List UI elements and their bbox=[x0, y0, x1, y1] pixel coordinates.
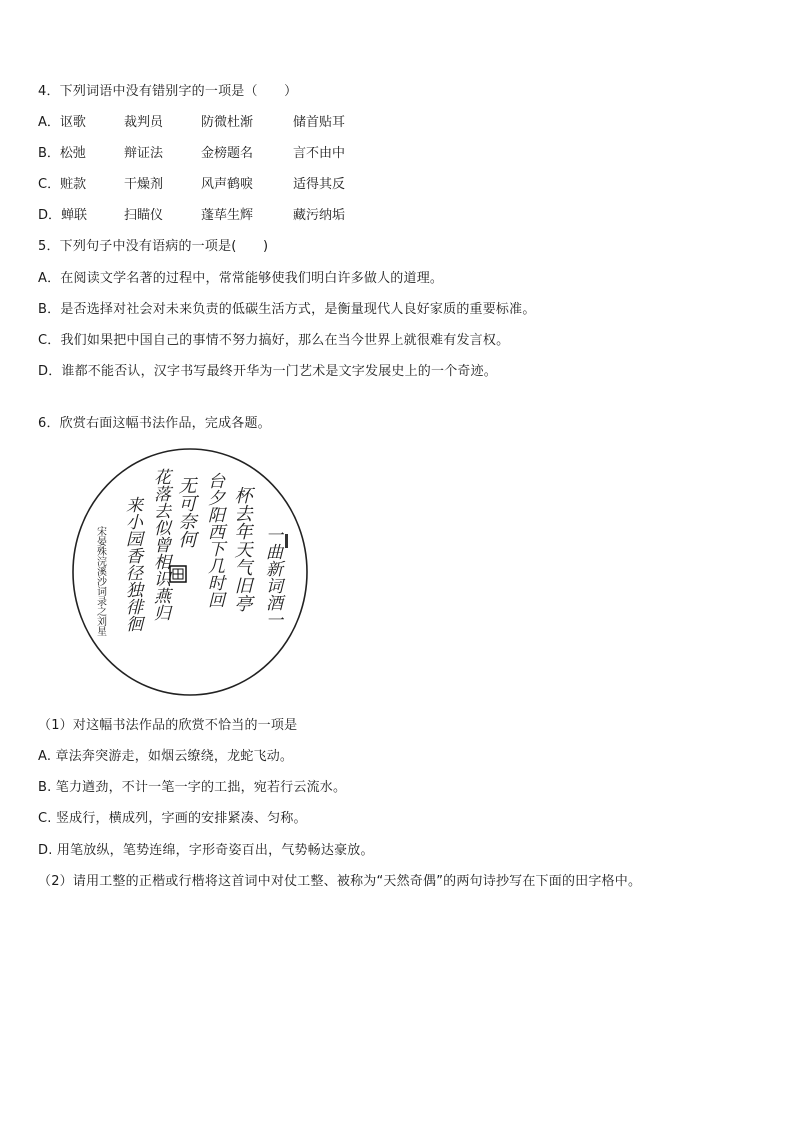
calligraphy-column-5: 花落去似曾相识燕归 bbox=[150, 468, 170, 621]
q4-c-word4: 适得其反 bbox=[293, 177, 346, 192]
calligraphy-circle-frame bbox=[70, 446, 310, 698]
q4-a-word3: 防微杜渐 bbox=[201, 115, 254, 130]
calligraphy-title-column: 一曲新词酒一 bbox=[262, 526, 282, 628]
q4-b-word1: B．松弛 bbox=[38, 146, 86, 161]
q4-a-word1: A．讴歌 bbox=[38, 115, 86, 130]
q6-sub1-option-a: A. 章法奔突游走，如烟云缭绕，龙蛇飞动。 bbox=[38, 749, 294, 764]
q5-option-c: C．我们如果把中国自己的事情不努力搞好，那么在当今世界上就很难有发言权。 bbox=[38, 333, 510, 348]
q4-a-word2: 裁判员 bbox=[124, 115, 164, 130]
q4-d-word3: 蓬荜生辉 bbox=[201, 208, 254, 223]
q4-b-word2: 辩证法 bbox=[124, 146, 164, 161]
q5-option-b: B．是否选择对社会对未来负责的低碳生活方式，是衡量现代人良好家质的重要标准。 bbox=[38, 302, 536, 317]
q4-stem: 4．下列词语中没有错别字的一项是（ ） bbox=[38, 84, 298, 99]
q6-stem: 6．欣赏右面这幅书法作品，完成各题。 bbox=[38, 416, 271, 431]
calligraphy-column-4: 无可奈何 bbox=[175, 476, 197, 548]
q6-sub2: （2）请用工整的正楷或行楷将这首词中对仗工整、被称为“天然奇偶”的两句诗抄写在下面的田字格中。 bbox=[38, 874, 642, 889]
q5-option-d: D．谁都不能否认，汉字书写最终开华为一门艺术是文字发展史上的一个奇迹。 bbox=[38, 364, 498, 379]
q5-option-a: A．在阅读文学名著的过程中，常常能够使我们明白许多做人的道理。 bbox=[38, 271, 444, 286]
q4-d-word2: 扫瞄仪 bbox=[124, 208, 164, 223]
calligraphy-column-2: 杯去年天气旧亭 bbox=[231, 486, 253, 612]
q4-c-word3: 风声鹤唳 bbox=[201, 177, 254, 192]
q4-c-word2: 干燥剂 bbox=[124, 177, 164, 192]
title-seal-icon bbox=[285, 534, 288, 548]
q6-sub1-option-c: C. 竖成行，横成列，字画的安排紧凑、匀称。 bbox=[38, 811, 307, 826]
calligraphy-column-3: 台夕阳西下几时回 bbox=[204, 472, 224, 608]
calligraphy-artwork bbox=[70, 446, 310, 698]
q4-d-word4: 藏污纳垢 bbox=[293, 208, 346, 223]
calligraphy-column-6: 来小园香径独徘徊 bbox=[122, 496, 142, 632]
q4-c-word1: C．赃款 bbox=[38, 177, 87, 192]
q6-sub1-option-b: B. 笔力遒劲，不计一笔一字的工拙，宛若行云流水。 bbox=[38, 780, 347, 795]
q4-d-word1: D．蝉联 bbox=[38, 208, 88, 223]
calligraphy-signature: 宋晏殊浣溪沙词录之刘星 bbox=[94, 526, 106, 636]
q5-stem: 5．下列句子中没有语病的一项是( ) bbox=[38, 239, 269, 254]
q4-b-word3: 金榜题名 bbox=[201, 146, 254, 161]
q6-sub1-option-d: D. 用笔放纵，笔势连绵，字形奇姿百出，气势畅达豪放。 bbox=[38, 843, 374, 858]
q6-sub1: （1）对这幅书法作品的欣赏不恰当的一项是 bbox=[38, 718, 298, 733]
q4-b-word4: 言不由中 bbox=[293, 146, 346, 161]
q4-a-word4: 储首贴耳 bbox=[293, 115, 346, 130]
